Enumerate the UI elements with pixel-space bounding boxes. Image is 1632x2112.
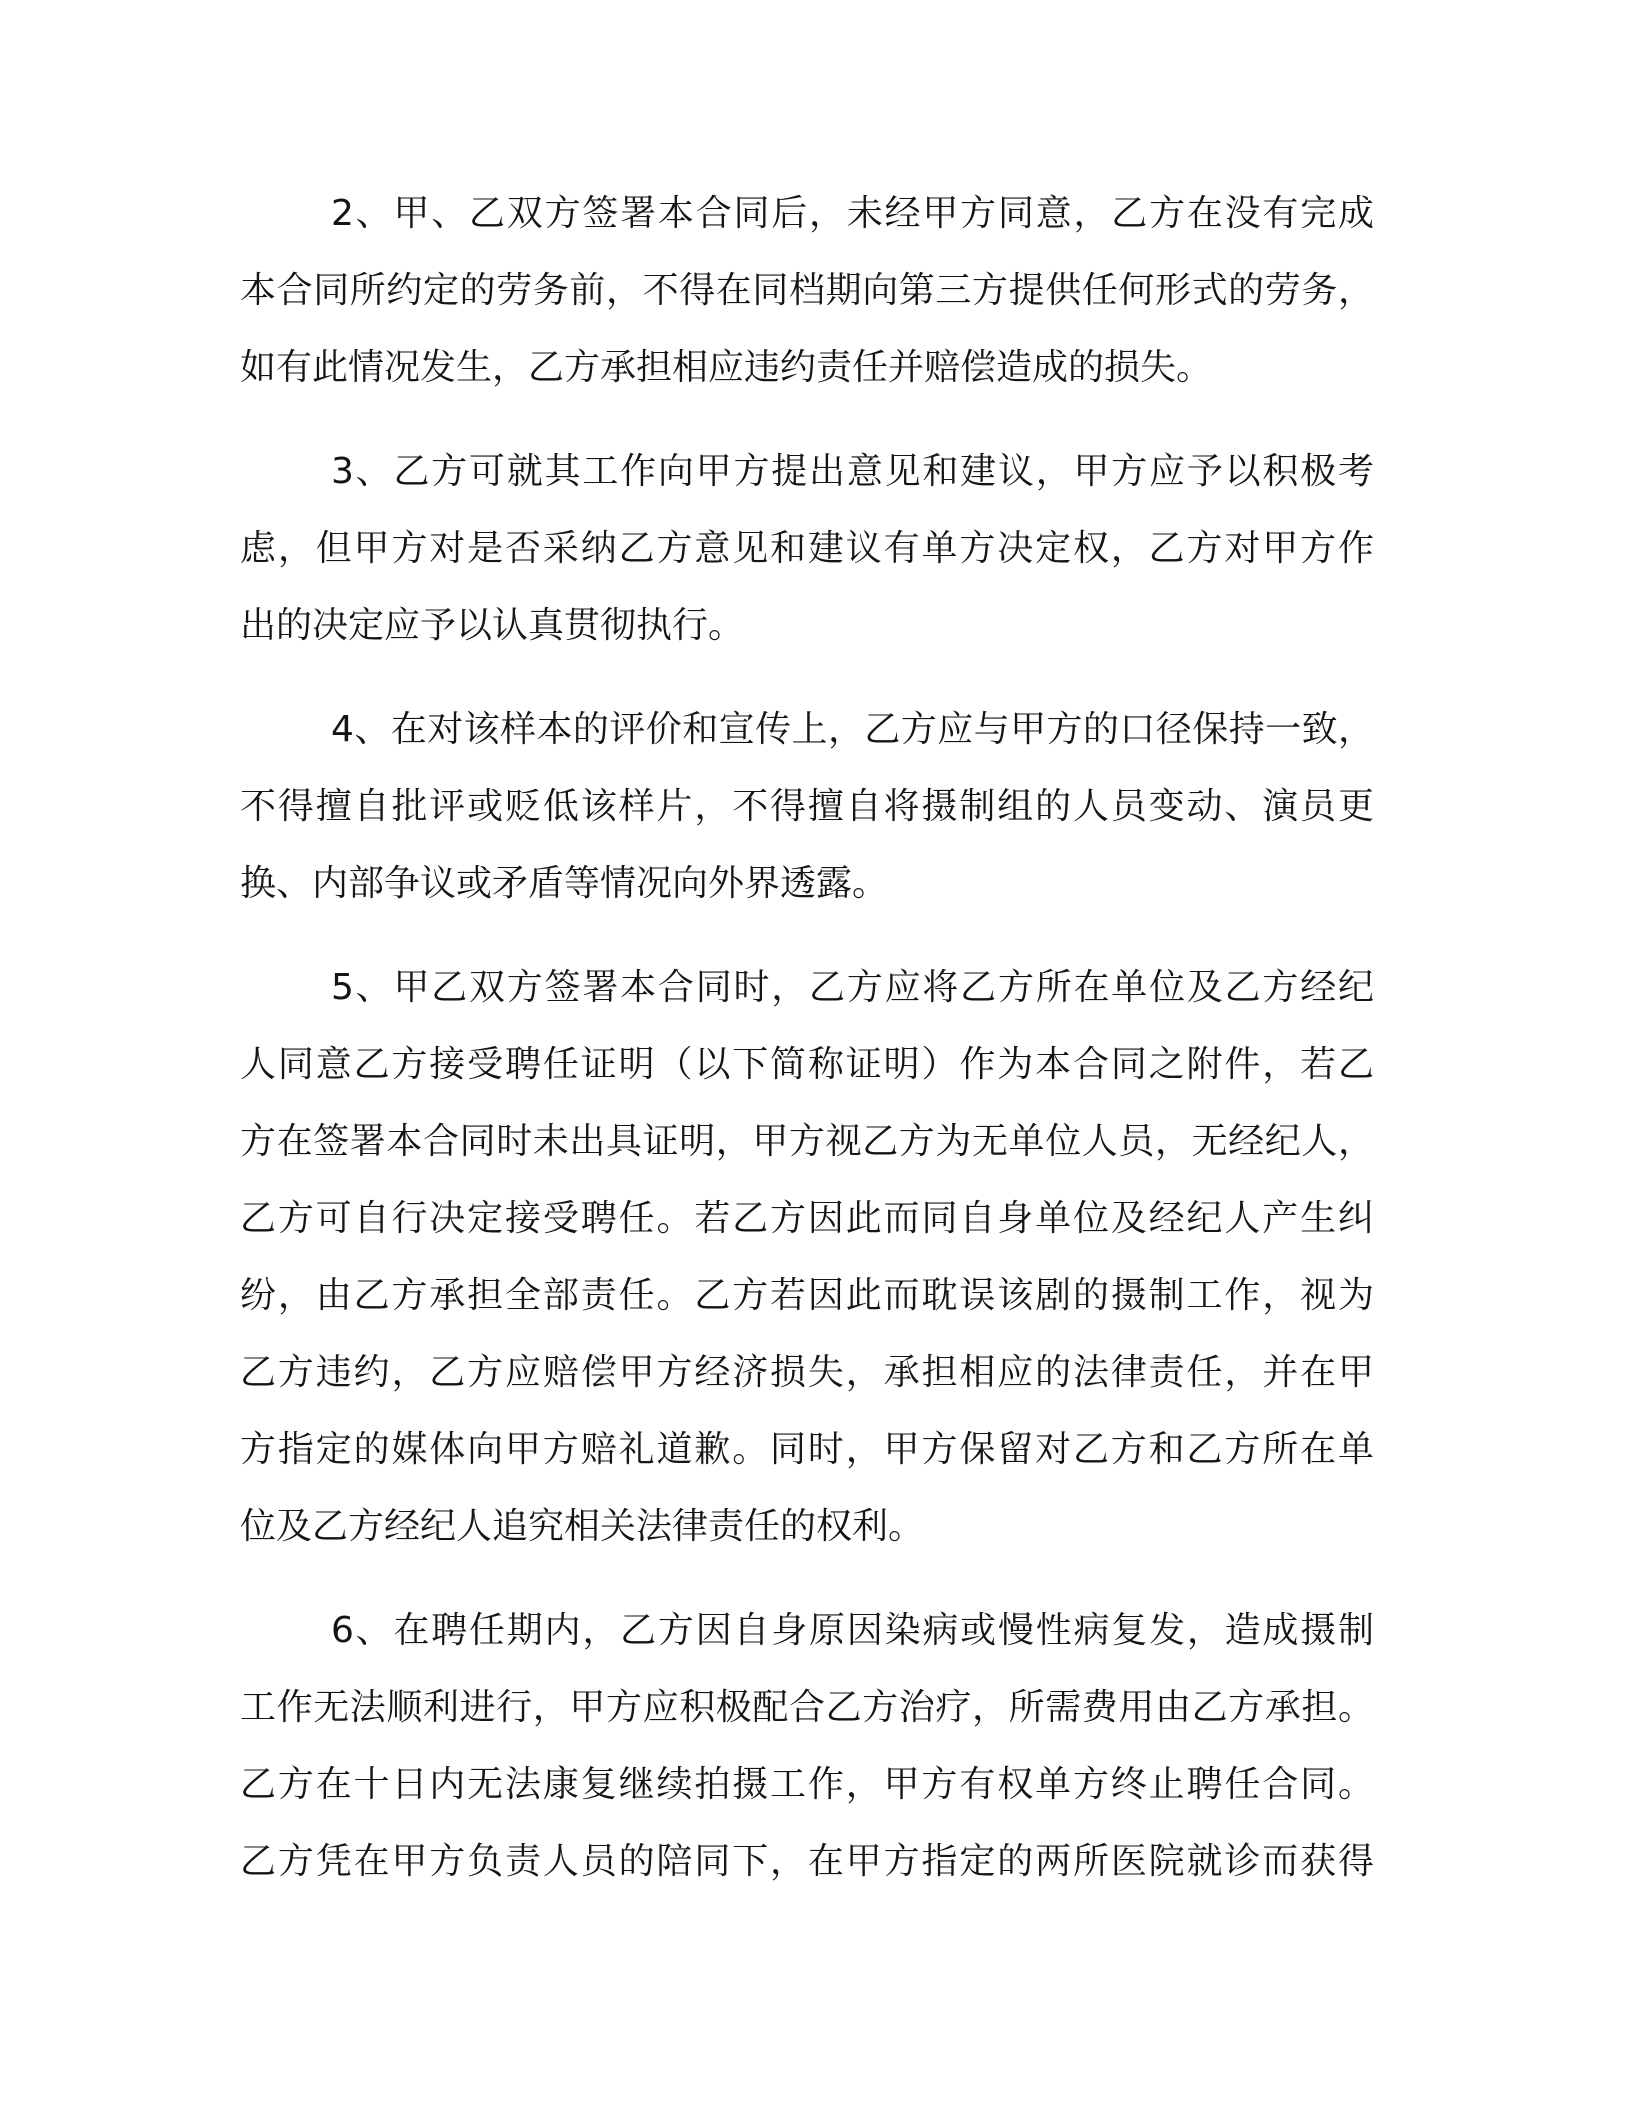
clause-5-line-4: 乙方可自行决定接受聘任。若乙方因此而同自身单位及经纪人产生纠 [240, 1198, 1374, 1239]
clause-5-line-1: 5、甲乙双方签署本合同时，乙方应将乙方所在单位及乙方经纪 [331, 967, 1374, 1008]
clause-6-line-2: 工作无法顺利进行，甲方应积极配合乙方治疗，所需费用由乙方承担。 [240, 1687, 1374, 1728]
clause-5-line-3: 方在签署本合同时未出具证明，甲方视乙方为无单位人员，无经纪人， [240, 1121, 1374, 1162]
document-body [240, 175, 1374, 1927]
clause-5-line-6: 乙方违约，乙方应赔偿甲方经济损失，承担相应的法律责任，并在甲 [240, 1352, 1374, 1393]
clause-5-line-7: 方指定的媒体向甲方赔礼道歉。同时，甲方保留对乙方和乙方所在单 [240, 1429, 1374, 1470]
clause-5-line-5: 纷，由乙方承担全部责任。乙方若因此而耽误该剧的摄制工作，视为 [240, 1275, 1374, 1316]
clause-4-paragraph [240, 691, 1374, 922]
clause-6-line-3: 乙方在十日内无法康复继续拍摄工作，甲方有权单方终止聘任合同。 [240, 1764, 1374, 1805]
clause-3-line-2: 虑，但甲方对是否采纳乙方意见和建议有单方决定权，乙方对甲方作 [240, 528, 1374, 569]
clause-6-line-4: 乙方凭在甲方负责人员的陪同下，在甲方指定的两所医院就诊而获得 [240, 1841, 1374, 1882]
clause-6-paragraph [240, 1592, 1374, 1900]
clause-4-line-3: 换、内部争议或矛盾等情况向外界透露。 [240, 863, 889, 904]
clause-2-line-2: 本合同所约定的劳务前，不得在同档期向第三方提供任何形式的劳务， [240, 270, 1374, 311]
clause-3-paragraph [240, 433, 1374, 664]
clause-4-line-2: 不得擅自批评或贬低该样片，不得擅自将摄制组的人员变动、演员更 [240, 786, 1374, 827]
clause-2-paragraph [240, 175, 1374, 406]
clause-3-line-1: 3、乙方可就其工作向甲方提出意见和建议，甲方应予以积极考 [331, 451, 1374, 492]
clause-5-line-2: 人同意乙方接受聘任证明（以下简称证明）作为本合同之附件，若乙 [240, 1044, 1374, 1085]
clause-2-line-1: 2、甲、乙双方签署本合同后，未经甲方同意，乙方在没有完成 [331, 193, 1374, 234]
clause-5-line-8: 位及乙方经纪人追究相关法律责任的权利。 [240, 1506, 925, 1547]
clause-2-line-3: 如有此情况发生，乙方承担相应违约责任并赔偿造成的损失。 [240, 347, 1213, 388]
clause-6-line-1: 6、在聘任期内，乙方因自身原因染病或慢性病复发，造成摄制 [331, 1610, 1374, 1651]
clause-3-line-3: 出的决定应予以认真贯彻执行。 [240, 605, 745, 646]
clause-5-paragraph [240, 949, 1374, 1565]
clause-4-line-1: 4、在对该样本的评价和宣传上，乙方应与甲方的口径保持一致， [331, 709, 1374, 750]
